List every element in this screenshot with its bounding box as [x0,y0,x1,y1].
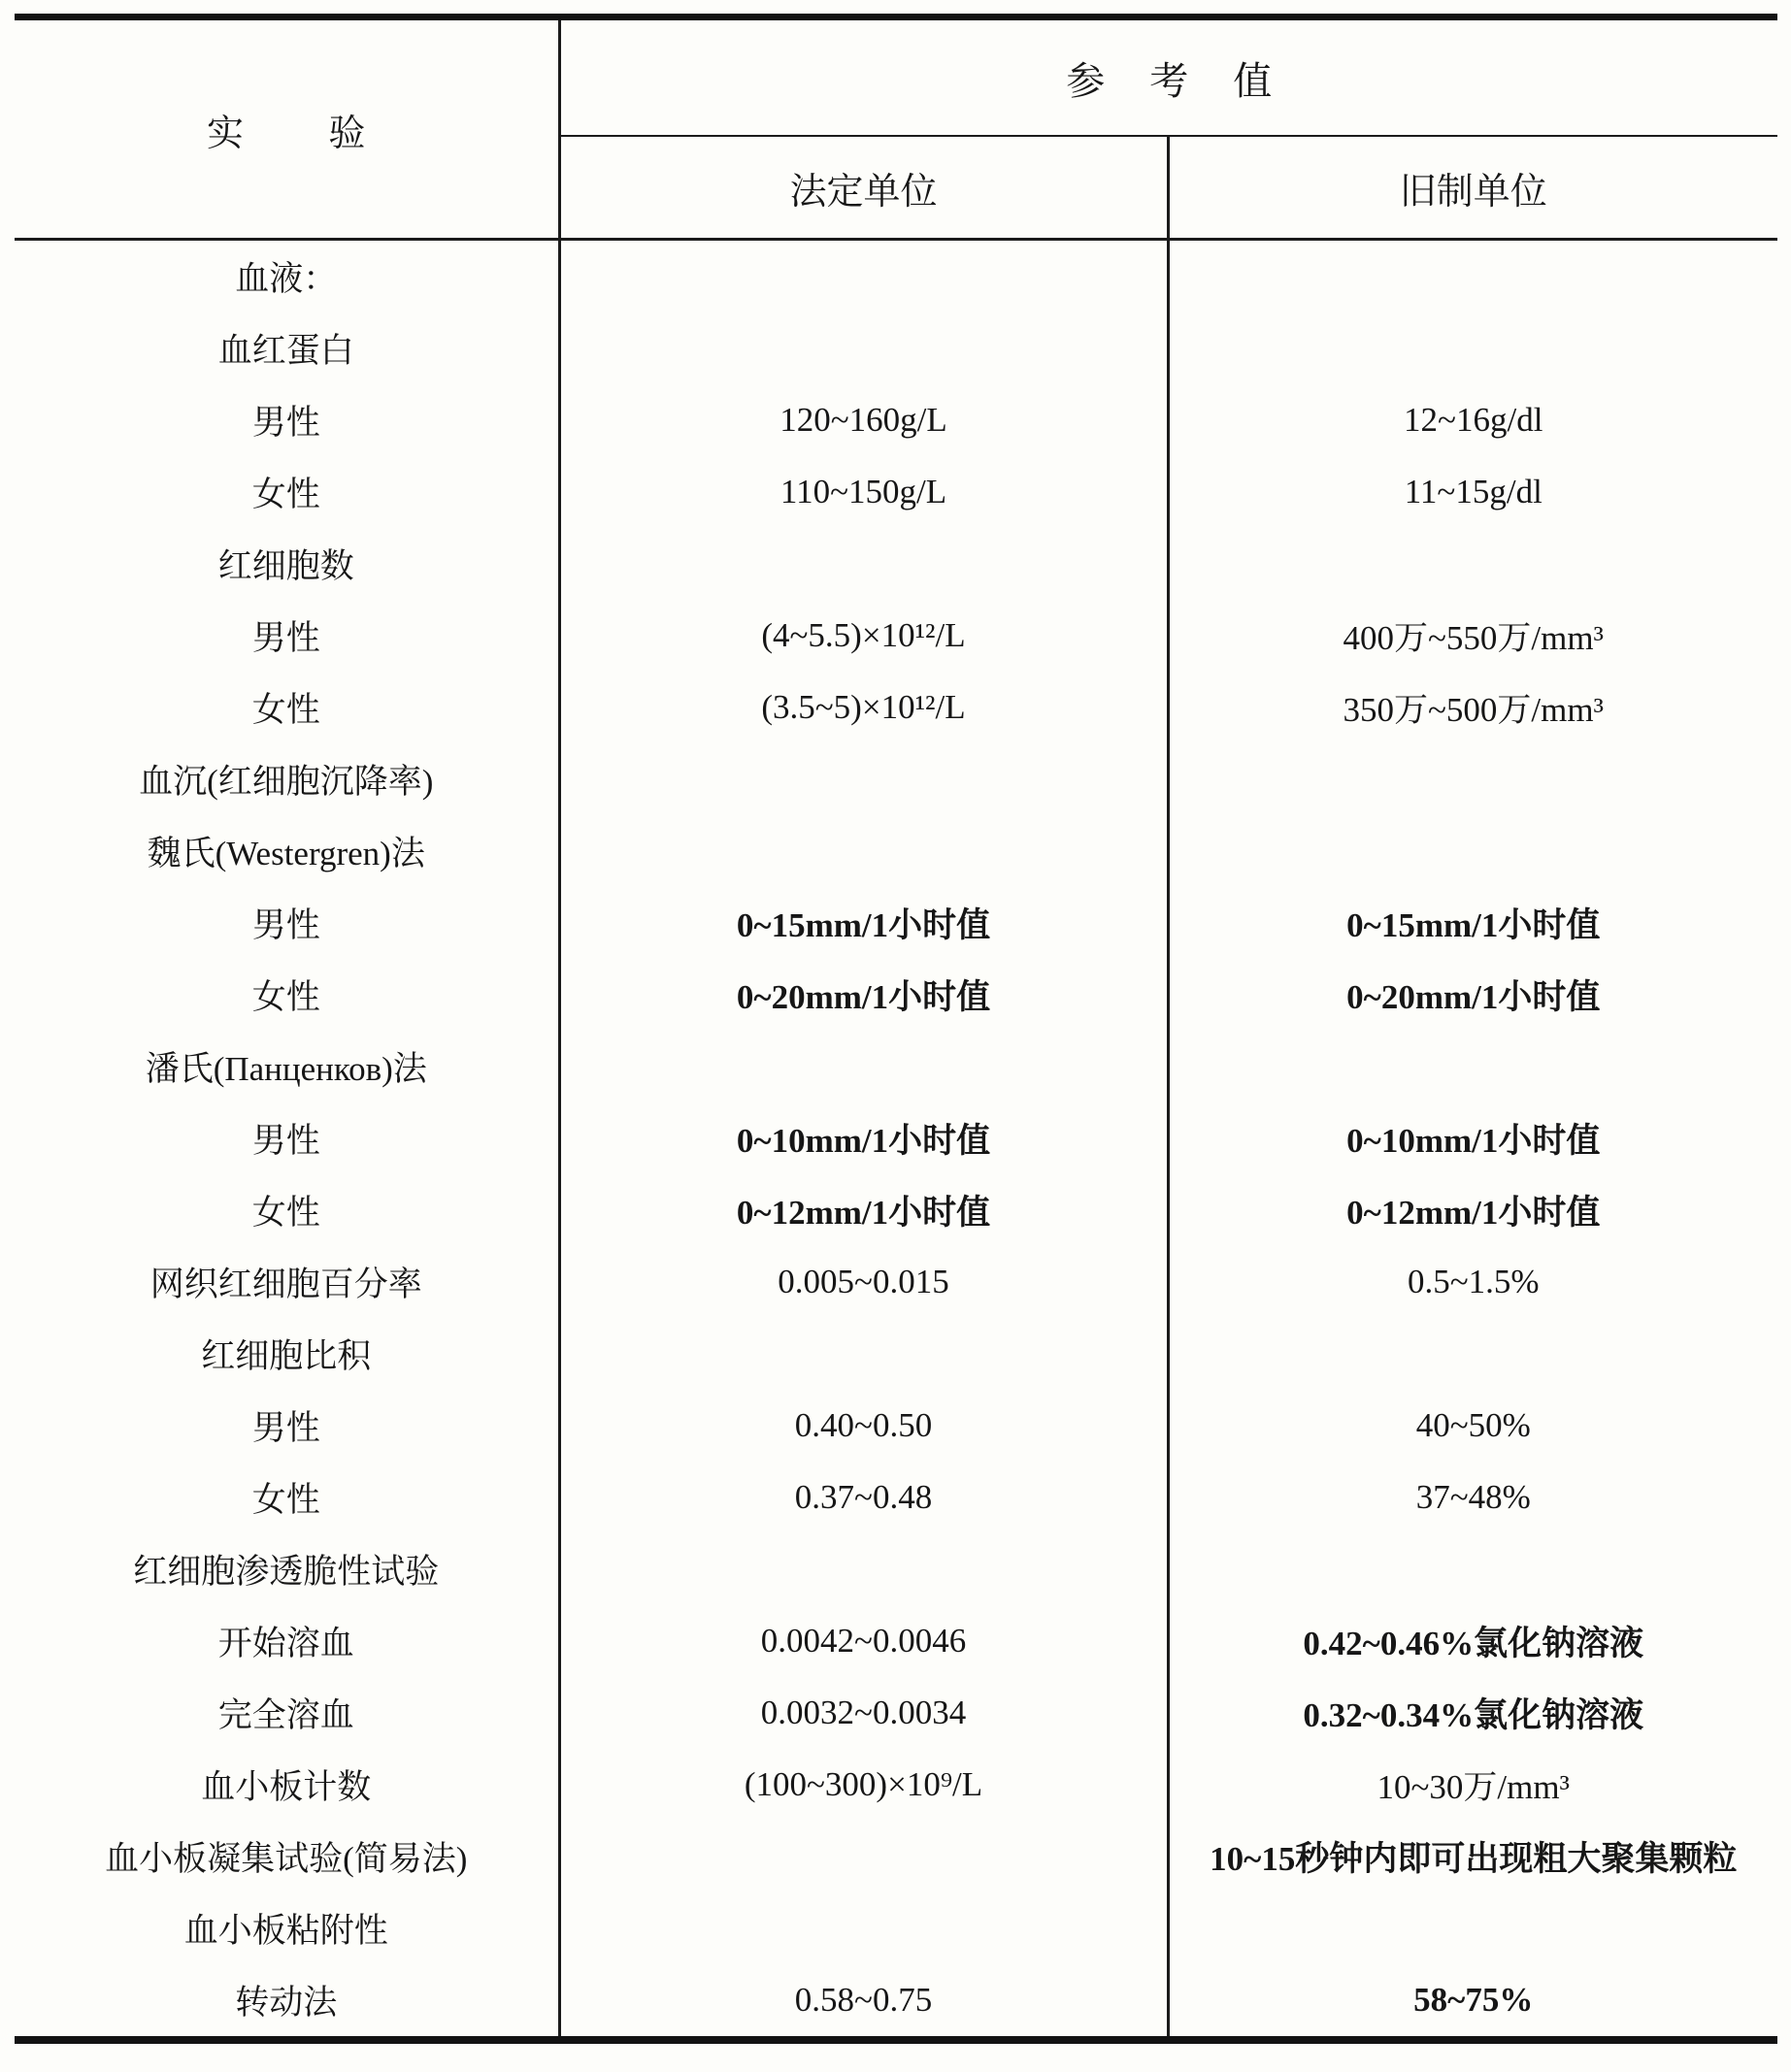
legal-unit-value [559,1821,1168,1892]
row-label: 红细胞数 [15,528,559,600]
old-unit-value: 40~50% [1415,1406,1531,1444]
legal-unit-value: 0~10mm/1小时值 [559,1102,1168,1174]
legal-unit-value [559,1533,1168,1605]
row-label: 魏氏(Westergren)法 [15,815,559,887]
row-label: 女性 [15,1462,559,1533]
table-row [15,1533,1777,1605]
old-unit-value: 12~16g/dl [1404,401,1543,439]
legal-unit-value [559,815,1168,887]
table-row [15,1390,1777,1462]
legal-unit-value [559,528,1168,600]
row-label: 血小板凝集试验(简易法) [15,1821,559,1892]
table-row [15,1031,1777,1102]
row-label: 男性 [15,887,559,959]
row-label: 血沉(红细胞沉降率) [15,743,559,815]
table-row [15,1102,1777,1174]
legal-unit-value [559,312,1168,384]
column-header-legal-unit: 法定单位 [559,136,1168,240]
old-unit-value: 11~15g/dl [1404,473,1542,510]
table-row [15,1605,1777,1677]
old-unit-value [1168,1318,1777,1390]
old-unit-value: 0.42~0.46%氯化钠溶液 [1303,1625,1644,1662]
old-unit-value: 400万~550万/mm³ [1343,619,1605,657]
old-unit-value: 0.5~1.5% [1407,1263,1540,1300]
table-row [15,384,1777,456]
row-label: 完全溶血 [15,1677,559,1749]
old-unit-value [1168,1533,1777,1605]
old-unit-value: 0~12mm/1小时值 [1346,1194,1601,1232]
legal-unit-value: 0.58~0.75 [559,1964,1168,2040]
row-label: 血小板粘附性 [15,1892,559,1964]
row-label: 血液： [15,240,559,313]
table-row [15,1174,1777,1246]
table-row [15,1246,1777,1318]
row-label: 男性 [15,600,559,672]
legal-unit-value: (100~300)×10⁹/L [559,1749,1168,1821]
table-row [15,1821,1777,1892]
table-row [15,1462,1777,1533]
table-row [15,959,1777,1031]
row-label: 红细胞比积 [15,1318,559,1390]
row-label: 血红蛋白 [15,312,559,384]
row-label: 女性 [15,959,559,1031]
old-unit-value: 10~30万/mm³ [1376,1768,1571,1806]
old-unit-value [1168,743,1777,815]
legal-unit-value: (4~5.5)×10¹²/L [559,600,1168,672]
table-row [15,1964,1777,2040]
table-row [15,743,1777,815]
old-unit-value: 58~75% [1413,1981,1534,2019]
legal-unit-value: 0.005~0.015 [559,1246,1168,1318]
column-header-experiment [15,17,559,240]
table-row [15,1749,1777,1821]
legal-unit-value: 0~15mm/1小时值 [559,887,1168,959]
legal-unit-value: 120~160g/L [559,384,1168,456]
row-label: 男性 [15,1102,559,1174]
legal-unit-value: (3.5~5)×10¹²/L [559,672,1168,743]
table-row [15,1892,1777,1964]
row-label: 男性 [15,1390,559,1462]
old-unit-value [1168,815,1777,887]
legal-unit-value: 0.37~0.48 [559,1462,1168,1533]
row-label: 血小板计数 [15,1749,559,1821]
table-row [15,312,1777,384]
experiment-header-label: 实验 [207,113,450,154]
table-body [15,240,1777,2041]
legal-unit-value [559,1892,1168,1964]
reference-table [15,14,1777,2044]
table-row [15,600,1777,672]
table-row [15,528,1777,600]
legal-unit-value: 0.0032~0.0034 [559,1677,1168,1749]
legal-unit-value: 0~12mm/1小时值 [559,1174,1168,1246]
row-label: 男性 [15,384,559,456]
table-header [15,17,1777,240]
row-label: 女性 [15,1174,559,1246]
old-unit-value [1168,312,1777,384]
old-unit-value: 0~20mm/1小时值 [1346,978,1601,1016]
column-header-reference-value [559,17,1777,137]
table-row [15,887,1777,959]
legal-unit-value: 0~20mm/1小时值 [559,959,1168,1031]
legal-unit-value [559,240,1168,313]
row-label: 女性 [15,456,559,528]
row-label: 女性 [15,672,559,743]
old-unit-value: 37~48% [1415,1478,1531,1516]
legal-unit-value: 0.40~0.50 [559,1390,1168,1462]
table-row [15,240,1777,313]
old-unit-value [1168,1892,1777,1964]
table-row [15,672,1777,743]
table-row [15,456,1777,528]
legal-unit-value [559,743,1168,815]
row-label: 开始溶血 [15,1605,559,1677]
row-label: 网织红细胞百分率 [15,1246,559,1318]
legal-unit-value [559,1031,1168,1102]
header-row-1 [15,17,1777,137]
old-unit-value: 350万~500万/mm³ [1343,691,1605,729]
old-unit-value: 10~15秒钟内即可出现粗大聚集颗粒 [1210,1840,1738,1878]
old-unit-value: 0~15mm/1小时值 [1346,906,1601,944]
column-header-old-unit: 旧制单位 [1399,171,1547,213]
old-unit-value [1168,1031,1777,1102]
table-row [15,815,1777,887]
old-unit-value: 0.32~0.34%氯化钠溶液 [1303,1696,1644,1734]
old-unit-value: 0~10mm/1小时值 [1346,1122,1601,1160]
old-unit-value [1168,240,1777,313]
row-label: 红细胞渗透脆性试验 [15,1533,559,1605]
legal-unit-value [559,1318,1168,1390]
table-row [15,1677,1777,1749]
table-row [15,1318,1777,1390]
reference-header-label: 参考值 [1066,58,1317,103]
row-label: 潘氏(Панценков)法 [15,1031,559,1102]
old-unit-value [1168,528,1777,600]
legal-unit-value: 110~150g/L [559,456,1168,528]
row-label: 转动法 [15,1964,559,2040]
legal-unit-value: 0.0042~0.0046 [559,1605,1168,1677]
